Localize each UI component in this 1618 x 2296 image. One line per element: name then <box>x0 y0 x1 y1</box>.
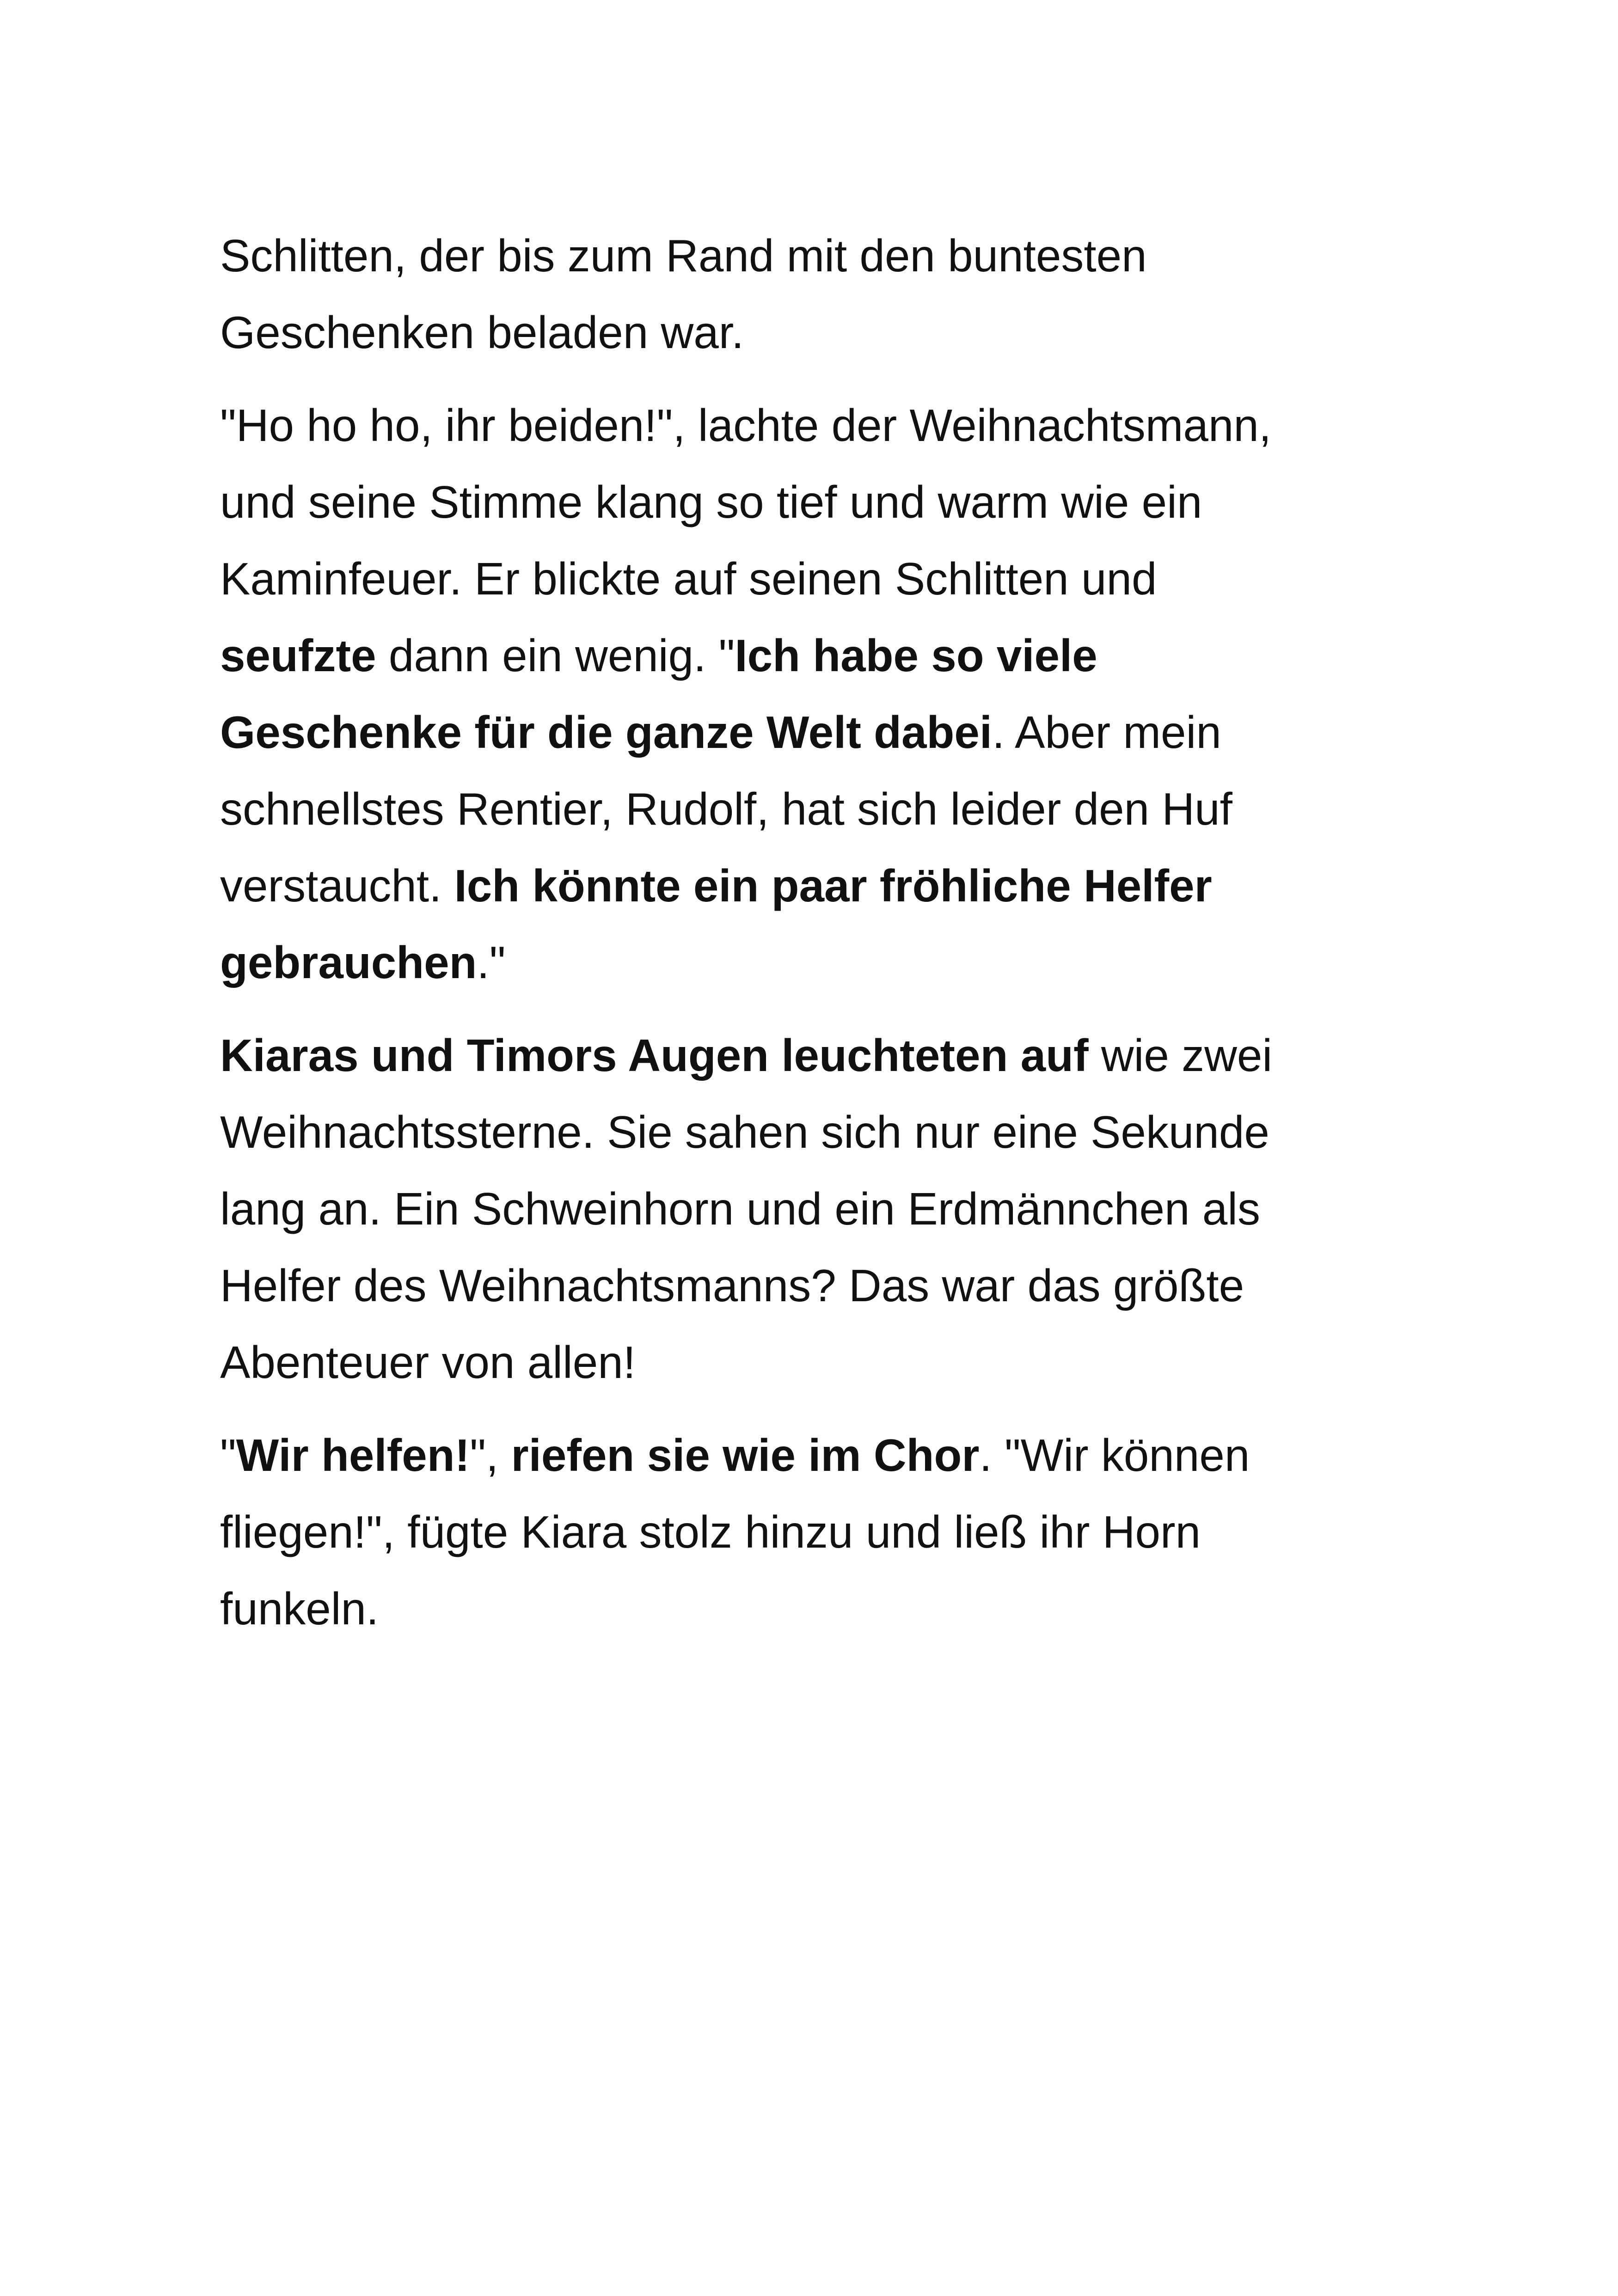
bold-text-run: gebrauchen <box>220 937 477 988</box>
bold-text-run: riefen sie wie im Chor <box>511 1430 980 1481</box>
text-run: . Aber mein <box>992 707 1221 758</box>
text-run: Abenteuer von allen! <box>220 1337 636 1388</box>
text-line <box>220 540 1440 617</box>
text-run: Kaminfeuer. Er blickte auf seinen Schlitten und <box>220 553 1157 604</box>
text-run: wie zwei <box>1088 1030 1273 1081</box>
text-line <box>220 294 1440 371</box>
text-run: . "Wir können <box>979 1430 1250 1481</box>
text-line <box>220 1017 1440 1094</box>
text-line <box>220 1324 1440 1401</box>
story-text <box>220 217 1440 1663</box>
text-run: funkeln. <box>220 1583 379 1634</box>
bold-text-run: Ich könnte ein paar fröhliche Helfer <box>454 860 1212 911</box>
text-line <box>220 1094 1440 1170</box>
text-line <box>220 1247 1440 1324</box>
text-run: Helfer des Weihnachtsmanns? Das war das größte <box>220 1260 1244 1311</box>
text-run: " <box>220 1430 236 1481</box>
text-run: "Ho ho ho, ihr beiden!", lachte der Weihnachtsmann, <box>220 400 1272 451</box>
paragraph <box>220 217 1440 371</box>
text-line <box>220 924 1440 1001</box>
text-run: dann ein wenig. " <box>376 630 735 681</box>
text-line <box>220 771 1440 847</box>
text-run: verstaucht. <box>220 860 454 911</box>
bold-text-run: Ich habe so viele <box>735 630 1097 681</box>
text-run: Schlitten, der bis zum Rand mit den buntesten <box>220 230 1147 281</box>
bold-text-run: Kiaras und Timors Augen leuchteten auf <box>220 1030 1089 1081</box>
text-line <box>220 617 1440 694</box>
bold-text-run: seufzte <box>220 630 376 681</box>
text-run: und seine Stimme klang so tief und warm wie ein <box>220 477 1202 527</box>
text-line <box>220 1170 1440 1247</box>
text-run: ", <box>470 1430 511 1481</box>
text-line <box>220 217 1440 294</box>
text-line <box>220 464 1440 540</box>
text-line <box>220 847 1440 924</box>
text-run: Weihnachtssterne. Sie sahen sich nur eine Sekunde <box>220 1107 1269 1157</box>
bold-text-run: Wir helfen! <box>236 1430 470 1481</box>
paragraph <box>220 1417 1440 1647</box>
text-line <box>220 694 1440 771</box>
text-line <box>220 1417 1440 1494</box>
text-run: schnellstes Rentier, Rudolf, hat sich leider den Huf <box>220 784 1232 834</box>
text-line <box>220 387 1440 464</box>
text-line <box>220 1570 1440 1647</box>
bold-text-run: Geschenke für die ganze Welt dabei <box>220 707 993 758</box>
paragraph <box>220 1017 1440 1401</box>
text-run: Geschenken beladen war. <box>220 307 744 358</box>
text-run: ." <box>477 937 506 988</box>
paragraph <box>220 387 1440 1001</box>
text-run: fliegen!", fügte Kiara stolz hinzu und ließ ihr Horn <box>220 1506 1201 1557</box>
text-run: lang an. Ein Schweinhorn und ein Erdmännchen als <box>220 1183 1261 1234</box>
text-line <box>220 1494 1440 1570</box>
